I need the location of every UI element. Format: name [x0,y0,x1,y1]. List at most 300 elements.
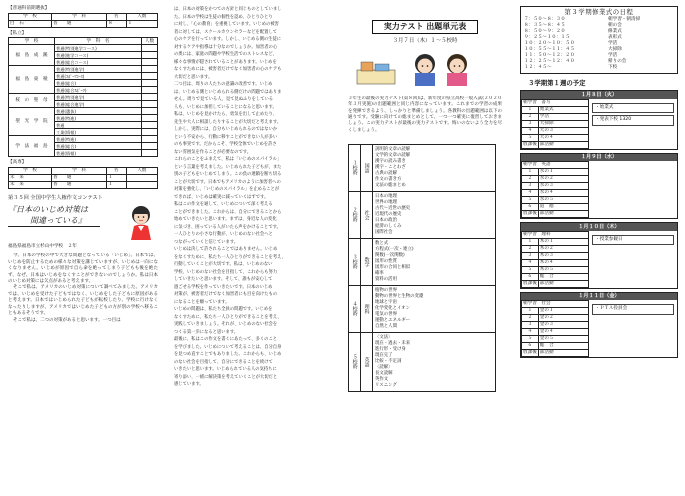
count-cell [142,45,158,52]
day-notes [589,161,677,218]
course-cell: 普通(ｽﾎﾟｰﾂｺｰｽ) [55,73,142,80]
day-note: ・発表下校 1320 [592,115,674,126]
day-period-subject: 金の５ [538,336,588,343]
units-cell [373,238,496,285]
essay-line: という言葉を考えました。いじめられた子どもが、また [174,164,282,170]
essay-line: していきたいと思います。そして、誰もが安心して [174,277,273,282]
unit-item: 長文読解 [375,370,393,376]
day-period-subject: 金の１ [538,308,588,315]
day-period-subject: 金の４ [538,329,588,336]
course-cell: 普通(特別進学) [55,94,142,101]
count-cell [142,80,158,87]
table-header-cell: 人数 [142,38,158,45]
essay-line: なくすためには、被害者だけでなく加害者の心のケアも [174,67,282,72]
day-period-row [522,176,589,183]
subject-cell: 英語 [361,332,373,391]
day-timetable [521,231,589,288]
unit-item: 古代～近世の歴史 [375,205,411,211]
unit-item: 化学変化とイオン [375,305,410,311]
day-period-num: ４ [522,127,539,134]
unit-item: 現在完了 [375,352,393,358]
course-cell: 普通 [55,122,142,129]
essay-line: 行動していくことが大切です。私は、いじめのない [174,262,273,267]
table-cell [126,175,157,182]
essay-line: これらのことをふまえて、私は「いじめのスパイラル」 [174,157,282,162]
course-cell: 普通(総合ｽﾎﾟｰﾂ) [55,87,142,94]
schedule-time: ８：３５～８：４５ [524,23,566,28]
count-cell [142,115,158,122]
schedule-time: １０：５５～１１：４５ [524,47,575,52]
section-label-kosen: 【高専】 [8,160,27,166]
essay-line: に気づき、困っている人がいたら声をかけることです。 [174,224,281,230]
table-cell: 普 通 [52,20,107,27]
day-period-row [522,308,589,315]
essay-line: 寄り添い、一緒に解決策を考えていくことが大切だと [174,374,278,380]
day-period-num: １ [522,169,539,176]
unit-item: 〈読解〉 [375,364,393,370]
closing-schedule-title: 第３学期修業式の日程 [564,8,634,16]
essay-line: ことができました。これからは、自分にできることから [174,209,282,215]
unit-item: 説明的文章の読解 [375,146,411,152]
course-cell: 普通(総合コース) [55,59,142,66]
units-cell [373,285,496,332]
day-date: １月９日（水） [521,154,677,162]
day-period-row [522,169,589,176]
day-period-subject: 木の１ [538,238,588,245]
schedule-item: 学活 [608,41,618,46]
day-footer-row [522,211,589,218]
unit-item: 近現代の歴史 [375,211,402,217]
school-name-cell: 福 島 東 稜 [9,66,55,94]
day-date: １月１１日（金） [521,293,677,301]
day-period-subject: 水の４ [538,190,588,197]
table-header-cell: 人数 [126,168,157,175]
test-title: 実力テスト 出題単元表 [383,22,467,31]
schedule-item: 朝の会 [608,23,622,28]
private-results-table [8,37,158,157]
course-cell: 普通(情報) [55,150,142,157]
day-period-row [522,343,589,350]
day-note: ・始業式 [592,103,674,114]
schedule-time: １０：２０～１０：５０ [524,41,575,46]
schedule-time: ８：５０～９：２０ [524,29,566,34]
essay-paragraph: 今、日本の学校の中で大きな問題となっている「いじめ」。日本では、いじめを防止するための様々な対策を講じていますが、いじめは一向になくなりません。いじめが原因で自ら命を絶ってしまう子どもも後を絶たず、なぜ、日本はいじめをなくすことができないのでしょうか。私は日本のいじめ対策には欠点があると考えます。 [8,253,158,285]
day-period-num: １ [522,106,539,113]
essay-line: いじめの問題は、私たち全員の問題です。いじめを [174,307,273,312]
day-timetable [521,99,589,149]
schedule-time: １１：５０～１２：２０ [524,53,575,58]
day-period-subject: 木の５ [538,266,588,273]
count-cell [142,101,158,108]
day-period-num: ４ [522,190,539,197]
schedule-time: １２：４５～ [524,65,552,70]
schedule-time: ７：５０～８：３０ [524,17,566,22]
day-theme-row [522,162,589,169]
day-period-row [522,120,589,127]
day-period-subject: 木の３ [538,252,588,259]
table-row [9,94,158,101]
essay-line: た。日本の学校は生徒の個性を認め、ひとりひとり [174,14,273,20]
day-timetable [521,300,589,357]
day-period-num: ５ [522,336,539,343]
unit-item: 図形の合同と相似 [375,264,411,270]
course-cell: 普通(総合) [55,80,142,87]
day-footer-cell: 部活動 [538,211,588,218]
day-period-row [522,238,589,245]
essay-line: という不安から、行動に移すことができない人が多い [174,134,278,140]
day-period-row [522,315,589,322]
day-footer-cell: 放課後 [523,141,537,147]
day-card [520,153,678,220]
day-period-subject: 木の４ [538,259,588,266]
day-footer-row [522,280,589,287]
unit-item: 植物の世界 [375,287,397,293]
count-cell [142,143,158,150]
day-period-subject: 学活 [538,113,588,120]
day-date: １月１０日（木） [521,223,677,231]
day-period-num: １ [522,238,539,245]
count-cell [142,122,158,129]
public-results-table [8,13,158,28]
units-cell [373,144,496,191]
unit-item: 運動とエネルギー [375,317,411,323]
table-header-cell: 学 科 [52,168,107,175]
day-period-num: ５ [522,197,539,204]
day-period-num: １ [522,308,539,315]
test-period-row [349,191,496,238]
table-cell: 普 通 [52,175,107,182]
day-theme-cell: 朝学習 書写 [522,99,589,106]
schedule-item: 朝学習・朝清掃 [608,17,641,22]
table-row [9,45,158,52]
test-date: ３月７日（木）１～５校時 [392,38,458,44]
essay-line: の奥には、家庭の問題や学校生活でのストレスなど、 [174,52,277,57]
essay-line: のない社会を目指して、自分にできることを続けて [174,359,273,365]
essay-paragraph: そこで私は、二つの対策があると思います。一つ目は [13,317,121,323]
closing-schedule-box [520,6,678,74]
schedule-item: 表彰式 [608,35,622,40]
day-period-subject: 道 徳 [538,204,588,211]
unit-item: 漢字・ことわざ [375,164,406,170]
essay-line: 人も、いじめに加担していることになると思います。 [174,104,277,110]
essay-continued-text [174,6,329,486]
table-row [9,175,158,182]
day-note: ・授業参観日 [592,235,674,246]
unit-item: 英作文 [375,376,389,382]
table-header-cell: 学 校 [9,13,52,20]
day-period-num: ４ [522,259,539,266]
subject-cell: 数学 [361,238,373,285]
essay-line: 感じています。 [174,382,204,387]
course-cell: 普通(特進) [55,136,142,143]
day-period-num: ３ [522,252,539,259]
essay-line: 別の子どもをいじめてしまう。この負の連鎖を断ち切る [174,172,282,177]
count-cell [142,108,158,115]
essay-line: せん。周りで見ている人、見て見ぬふりをしている [174,97,274,102]
essay-line: なくすために、私たち一人ひとりができることを考え、 [174,314,282,320]
week-title: ３学期第１週の予定 [528,79,586,87]
day-period-num: ２ [522,245,539,252]
table-row [9,108,158,115]
essay-line: 最後に、私はこの作文を書くにあたって、多くのこと [174,337,278,342]
essay-body [8,253,158,345]
day-period-subject: 大の４ [538,134,588,141]
units-cell [373,191,496,238]
day-period-subject: 総 合 [538,273,588,280]
essay-line: 一人ひとりの小さな行動が、いじめのない社会へと [174,232,273,237]
day-period-subject: 木の２ [538,245,588,252]
essay-line: 二つ目は、周りの人たちの意識の改善です。いじめ [174,82,273,87]
day-period-subject: 水の２ [538,176,588,183]
day-period-subject: 金の２ [538,315,588,322]
unit-item: リスニング [375,382,397,388]
day-period-num: ２ [522,176,539,183]
essay-paragraph: そこで私は、アメリカのいじめ対策について調べてみました。アメリカでは、いじめを受けた子どもではなく、いじめをした子どもに原因があると考えます。日本ではいじめられた子どもが転校したり、学校に行けなくなったりしますが、アメリカではいじめた子どもの方が別の学校へ移ることもあるそうです。 [8,285,158,317]
essay-line: 様々な事情が隠されていることがあります。いじめを [174,59,277,65]
essay-line: 私は、いじめを見かけたら、勇気を出して止めたり、 [174,112,278,117]
unit-item: 経済のしくみ [375,223,402,229]
school-name-cell: 桜 の 聖 母 [9,94,55,108]
unit-item: 資料の活用 [375,276,397,282]
day-period-num: ３ [522,120,539,127]
day-period-row [522,322,589,329]
essay-line: を学びました。いじめについて考えることは、自分自身 [174,344,282,350]
day-period-subject: 金の３ [538,322,588,329]
unit-item: 古典の読解 [375,170,397,176]
essay-line: になることを願っています。 [174,299,230,305]
table-cell: １ [107,182,127,189]
unit-item: 世界の地理 [375,199,397,205]
day-footer-row [522,350,589,357]
day-footer-cell: 部活動 [538,350,588,357]
table-cell: １ [107,175,127,182]
day-timetable [521,161,589,218]
students-studying-illustration [355,48,495,88]
essay-line: に対し、「心の教育」を重視しています。いじめの被害 [174,22,279,27]
day-footer-cell: 放課後 [523,350,537,356]
period-cell: ２校時 [349,191,361,238]
units-cell [373,332,496,391]
schedule-item: 帰りの会 [608,59,627,64]
day-period-row [522,336,589,343]
day-notes [589,231,677,288]
day-card [520,292,678,359]
table-header-cell: 学 校 [9,168,52,175]
period-cell: ４校時 [349,285,361,332]
essay-line: つくる第一歩になると思います。 [174,329,239,335]
essay-line: は、日本の対策をかつての方針と同じものとしていまし [174,7,282,12]
count-cell [142,59,158,66]
essay-author: 福島県福島市立杉山中学校 ２年 [8,243,77,249]
unit-item: 比較・不定詞 [375,358,402,364]
day-period-num: ３ [522,322,539,329]
unit-item: 作文の書き方 [375,176,402,182]
essay-line: 始めていきたいと思います。まずは、身近な人の変化 [174,217,277,222]
schedule-row [524,65,674,71]
unit-item: 文学的文章の読解 [375,152,411,158]
table-row [9,136,158,143]
essay-line: 者に対しては、スクールカウンセラーなどを配置して [174,29,278,35]
school-name-cell: 学 法 福 島 [9,136,55,157]
unit-item: 方程式(一次・連立) [375,246,414,252]
essay-line: 過ごせる学校を作っていきたいです。日本のいじめ [174,284,273,290]
section-label-private: 【私立】 [8,30,27,36]
schedule-time: １２：２５～１２：４０ [524,59,575,64]
day-period-row [522,273,589,280]
day-period-row [522,190,589,197]
day-period-row [522,259,589,266]
day-period-row [522,127,589,134]
day-body [521,99,677,149]
unit-item: 動物の世界と生物の変遷 [375,293,424,299]
unit-item: 確率 [375,270,384,276]
day-period-subject: 大の３ [538,127,588,134]
essay-line: をなくすために、私たち一人ひとりができることを考え、 [174,254,286,260]
unit-item: 電気の世界 [375,311,397,317]
essay-line: を見つめ直すことでもありました。これからも、いじめ [174,352,282,357]
test-period-row [349,332,496,391]
school-name-cell: 聖 光 学 院 [9,108,55,136]
unit-item: 図形の性質 [375,258,397,264]
schedule-item: 大掃除 [608,47,622,52]
day-theme-cell: 朝学習 理科 [522,231,589,238]
week-days [520,90,678,358]
essay-line: つながっていくと信じています。 [174,239,239,245]
table-cell: 普 通 [52,182,107,189]
essay-line: 先生や大人に相談したりすることが大切だと考えます。 [174,119,282,125]
subject-cell: 社会 [361,191,373,238]
essay-line: 学校、いじめのない社会を目指して、これからも努力 [174,269,278,275]
column-essay-continued [174,6,329,486]
day-period-num: ５ [522,134,539,141]
count-cell [142,150,158,157]
day-theme-row [522,99,589,106]
day-period-num: ５ [522,266,539,273]
essay-line: できれば、いじめは確実に減っていくはずです。 [174,194,269,200]
school-name-cell: 福 島 成 蹊 [9,45,55,66]
essay-line: いきたいと思います。いじめられている人の気持ちに [174,367,277,372]
day-theme-row [522,231,589,238]
schedule-time: ９：２５～１０：１５ [524,35,570,40]
day-period-row [522,329,589,336]
day-period-subject: 始業式 [538,106,588,113]
day-period-row [522,134,589,141]
day-period-subject: 水の３ [538,183,588,190]
day-period-row [522,204,589,211]
day-period-num: ６ [522,343,539,350]
day-note: ・ＰＴＡ役員会 [592,304,674,315]
day-footer-cell: 部活動 [538,280,588,287]
day-footer-row [522,141,589,148]
closing-schedule-list [524,17,674,71]
unit-item: 日本の政治 [375,217,397,223]
course-cell: 普通(選抜) [55,108,142,115]
table-header-cell: 名 [107,13,127,20]
essay-title: 『日本のいじめ対策は 間違っている』 [8,204,158,227]
course-cell: 普通(総合) [55,143,142,150]
contest-label: 第３５回 全国中学生人権作文コンテスト [8,195,103,202]
table-cell: 未 来 [9,182,52,189]
essay-line: 対するケアや指導は十分なのでしょうか。加害者の心 [174,44,278,50]
test-period-row [349,285,496,332]
unit-item: 進行形・受け身 [375,346,406,352]
unit-item: 文法の総まとめ [375,182,406,188]
course-cell: 普通(進学コース) [55,52,142,59]
day-period-row [522,113,589,120]
day-period-num: ３ [522,183,539,190]
subject-cell: 理科 [361,285,373,332]
unit-item: 日本の地理 [375,193,397,199]
table-cell: 白 石 [9,20,52,27]
day-footer-cell: 放課後 [523,211,537,217]
table-row [9,20,158,27]
day-footer-cell: 部活動 [538,141,588,148]
count-cell [142,73,158,80]
day-body [521,161,677,218]
table-cell [126,182,157,189]
day-theme-cell: 朝学習 英語 [522,162,589,169]
unit-item: 地球と宇宙 [375,299,397,305]
day-period-num: ６ [522,204,539,211]
test-period-row [349,238,496,285]
day-footer-cell: 放課後 [523,280,537,286]
day-body [521,231,677,288]
schedule-item: 学活 [608,53,618,58]
period-cell: ５校時 [349,332,361,391]
unit-item: 関数(一次関数) [375,252,405,258]
table-cell: １ [126,20,157,27]
test-intro: ３年生の最後の実力テスト(第８回)は、新年度の県立高校一般入試(２０２０年３月実施)の出題範囲と同じ内容になっています。これまでの学習の成果を発揮できるよう、しっかりと準備しましょう。各教科の出題範囲は以下の通りです。受験に向けての総まとめとして、一つ一つ確実に復習しておきましょう。この実力テストが最後の実力テストです。悔いのないよう全力を尽くしましょう。 [348,95,502,133]
day-period-row [522,252,589,259]
day-period-num: ４ [522,329,539,336]
count-cell [142,129,158,136]
day-period-row [522,245,589,252]
day-theme-cell: 朝学習 社会 [522,301,589,308]
table-cell: ８ [107,20,127,27]
count-cell [142,136,158,143]
column-schedule [520,6,678,361]
table-header-cell: 学 科 名 [55,38,142,45]
section-label-public: 【普通科前期選抜】 [8,6,50,11]
essay-line: 実践していきましょう。それが、いじめのない社会を [174,322,278,327]
count-cell [142,52,158,59]
day-period-num: ２ [522,315,539,322]
day-period-row [522,266,589,273]
table-row [9,182,158,189]
day-notes [589,300,677,357]
schedule-item: 修業式 [608,29,622,34]
table-header-cell: 人数 [126,13,157,20]
unit-item: 〈文法〉 [375,334,393,340]
count-cell [142,94,158,101]
course-cell: 普通(特別進学) [55,66,142,73]
day-period-subject: 水の１ [538,169,588,176]
table-header-cell: 名 [107,168,127,175]
essay-line: のも事実です。だからこそ、学校全体でいじめを許さ [174,142,277,147]
course-cell: 工業(情報) [55,129,142,136]
test-units-table [348,144,496,392]
essay-line: いじめは決して許されることではありません。いじめ [174,247,278,252]
day-period-num: ６ [522,273,539,280]
unit-item: 漢字の読み書き [375,158,406,164]
essay-line: 対策が、被害者だけでなく加害者にも目を向けたもの [174,292,278,297]
schedule-item: 下校 [608,65,618,70]
course-cell: 普通(特別進学コース) [55,45,142,52]
table-header-cell: 学 校 [9,38,55,45]
day-period-num: ２ [522,113,539,120]
essay-line: ない雰囲気を作ることが必要なのです。 [174,149,251,155]
essay-line: しかし、実際には、自分もいじめられるのではないか [174,127,278,132]
